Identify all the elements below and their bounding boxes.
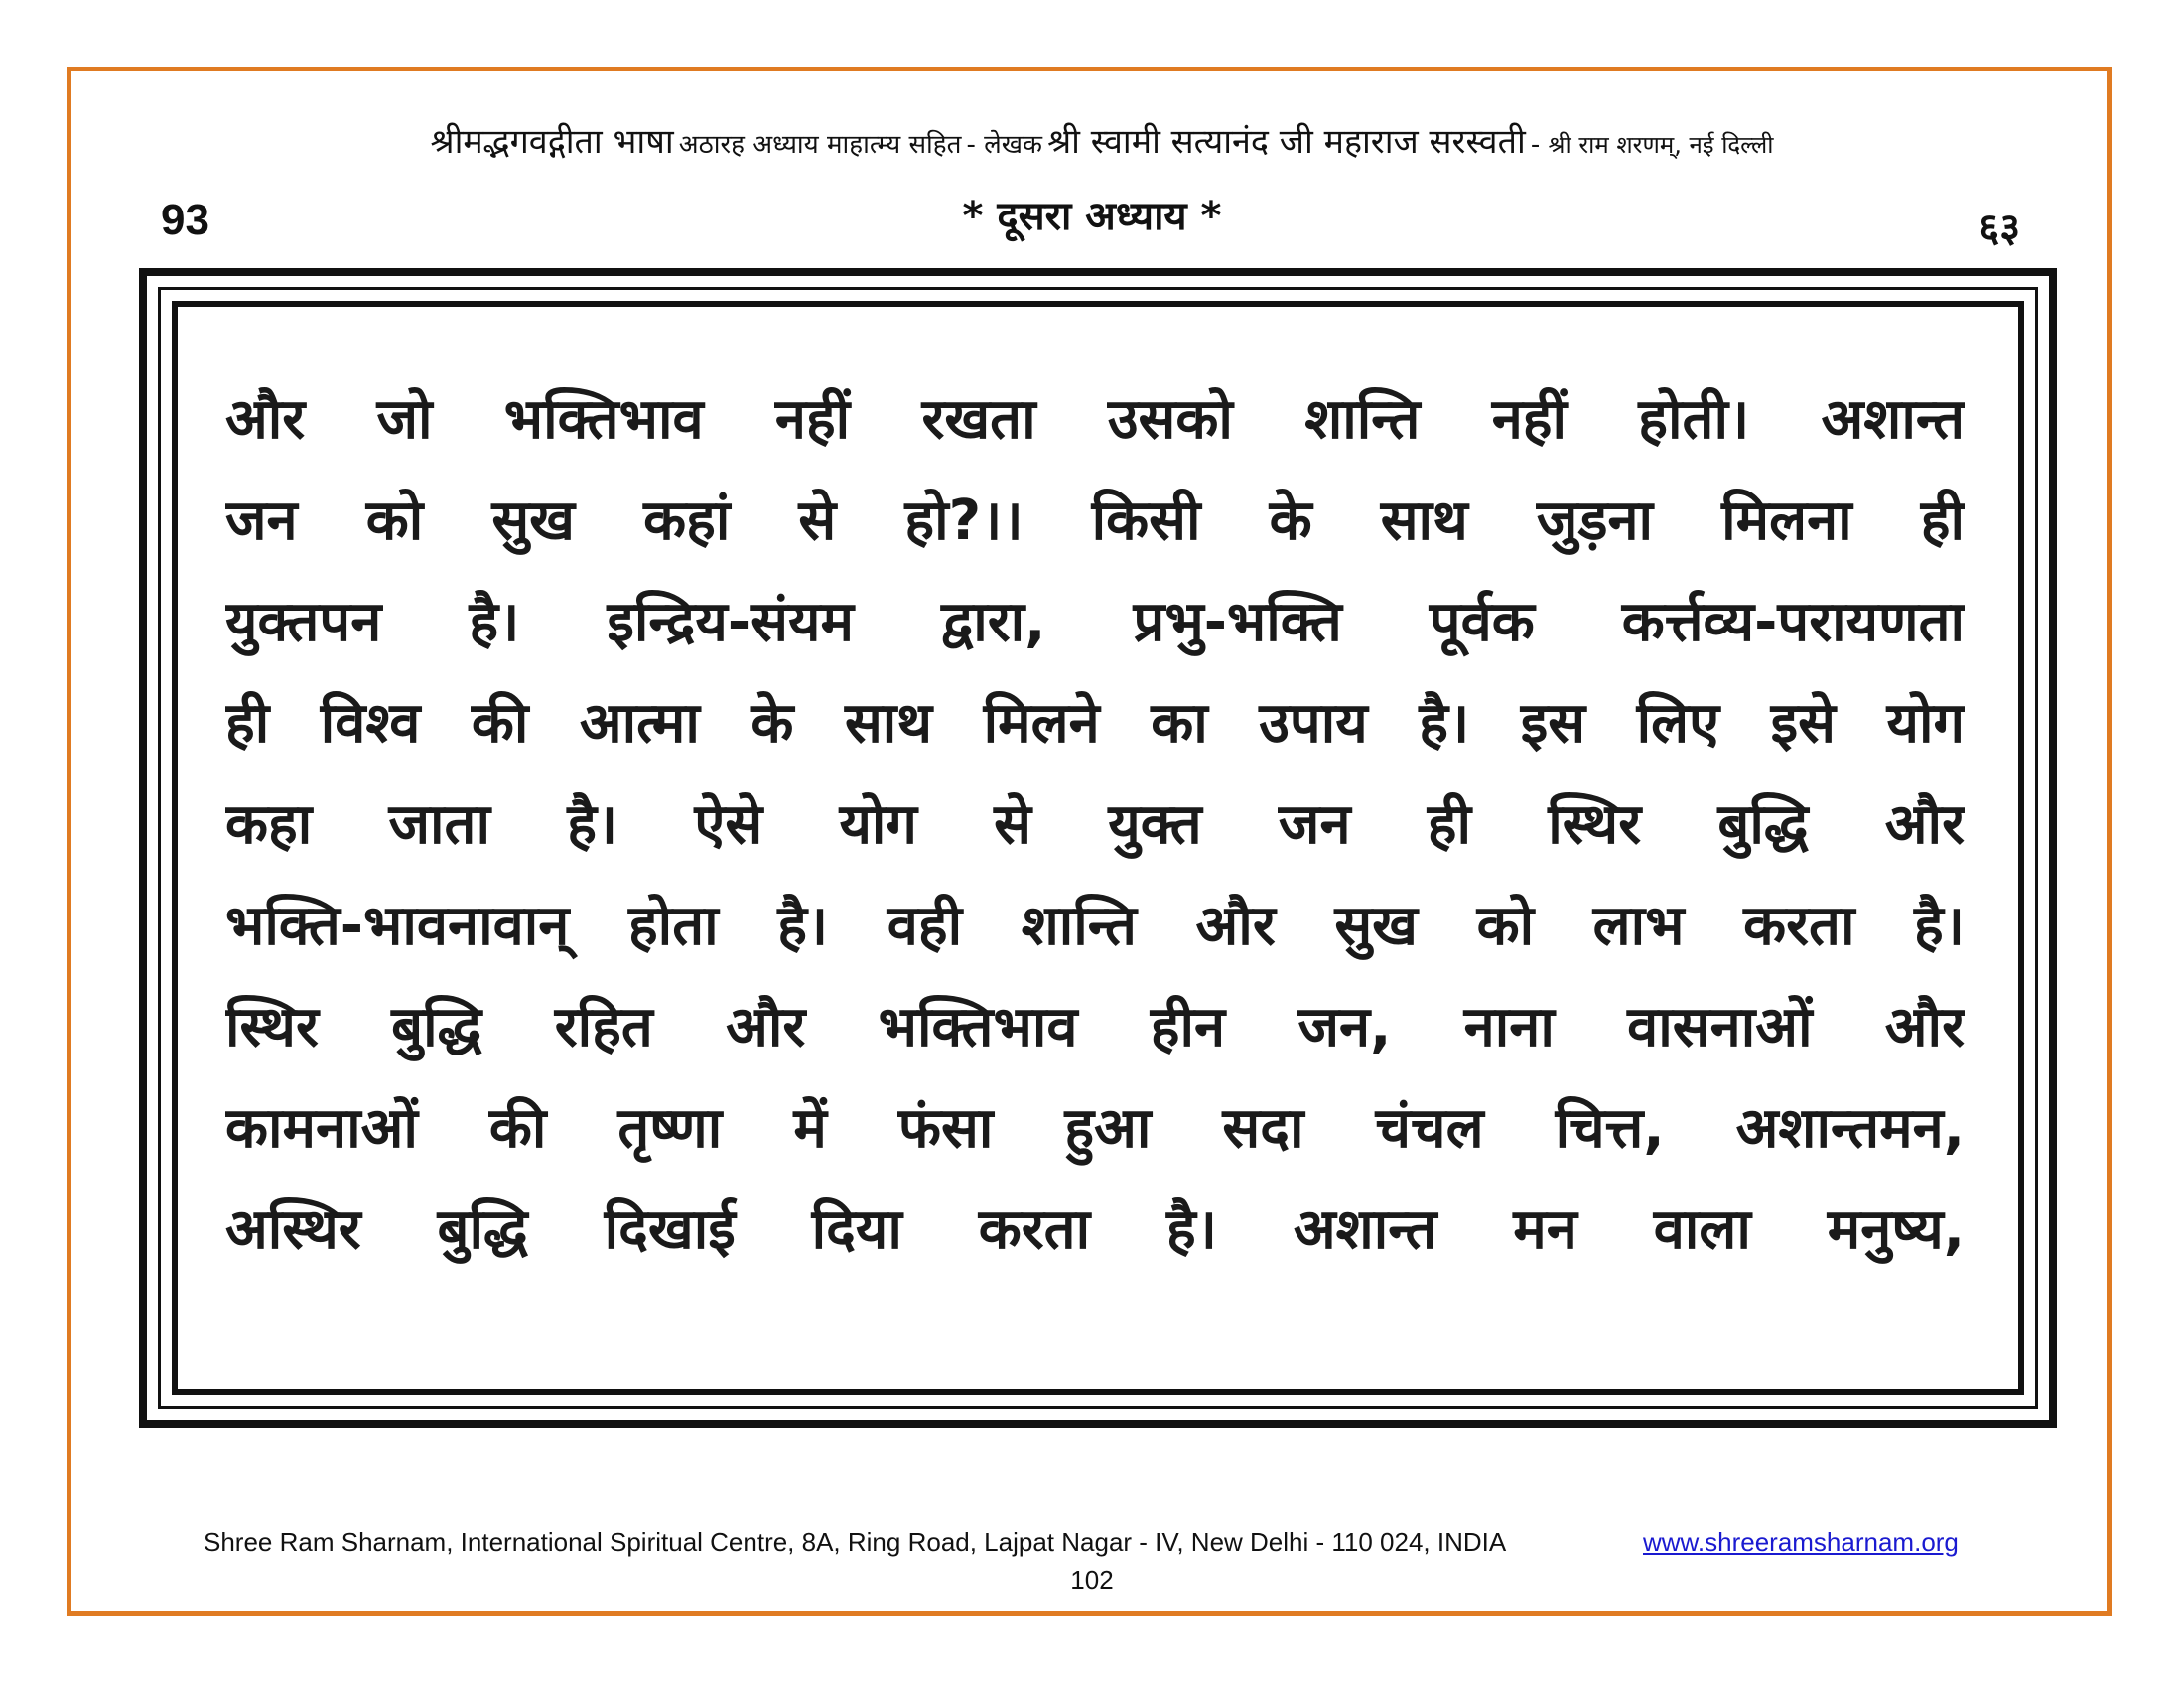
verse-line: कहा जाता है। ऐसे योग से युक्त जन ही स्थिर बुद्धि और [225,792,1965,857]
website-link[interactable]: www.shreeramsharnam.org [1643,1527,1959,1557]
chapter-heading: * दूसरा अध्याय * [962,194,1222,239]
verse-line: स्थिर बुद्धि रहित और भक्तिभाव हीन जन, नाना वासनाओं और [225,995,1965,1059]
verse-line: और जो भक्तिभाव नहीं रखता उसको शान्ति नहीं होती। अशान्त [225,387,1965,452]
footer-page-number: 102 [1070,1565,1114,1595]
verse-line: जन को सुख कहां से हो?।। किसी के साथ जुड़ना मिलना ही [225,489,1965,553]
publisher: श्री राम शरणम्, नई दिल्ली [1548,131,1774,159]
page-number-latin: 93 [161,196,209,244]
page-number-devanagari: ६३ [1979,206,2020,251]
footer-address: Shree Ram Sharnam, International Spiritual Centre, 8A, Ring Road, Lajpat Nagar - IV, New Delhi - 110 024, INDIA [204,1527,1507,1557]
header-separator: - [966,130,985,160]
book-title: श्रीमद्भगवद्गीता भाषा [430,122,674,162]
verse-line: भक्ति-भावनावान् होता है। वही शान्ति और सुख को लाभ करता है। [225,894,1965,958]
verse-line: अस्थिर बुद्धि दिखाई दिया करता है। अशान्त मन वाला मनुष्य, [225,1197,1965,1262]
header-separator-2: - [1530,130,1549,160]
author-label: लेखक [984,130,1043,160]
verse-line: कामनाओं की तृष्णा में फंसा हुआ सदा चंचल चित्त, अशान्तमन, [225,1096,1965,1161]
author-name: श्री स्वामी सत्यानंद जी महाराज सरस्वती [1047,122,1526,162]
book-subtitle: अठारह अध्याय माहात्म्य सहित [678,130,962,160]
verse-text-block [225,369,1965,1281]
verse-line: ही विश्व की आत्मा के साथ मिलने का उपाय है। इस लिए इसे योग [225,691,1965,756]
page-header-title [129,117,2075,173]
verse-line: युक्तपन है। इन्द्रिय-संयम द्वारा, प्रभु-भक्ति पूर्वक कर्त्तव्य-परायणता [225,590,1965,654]
